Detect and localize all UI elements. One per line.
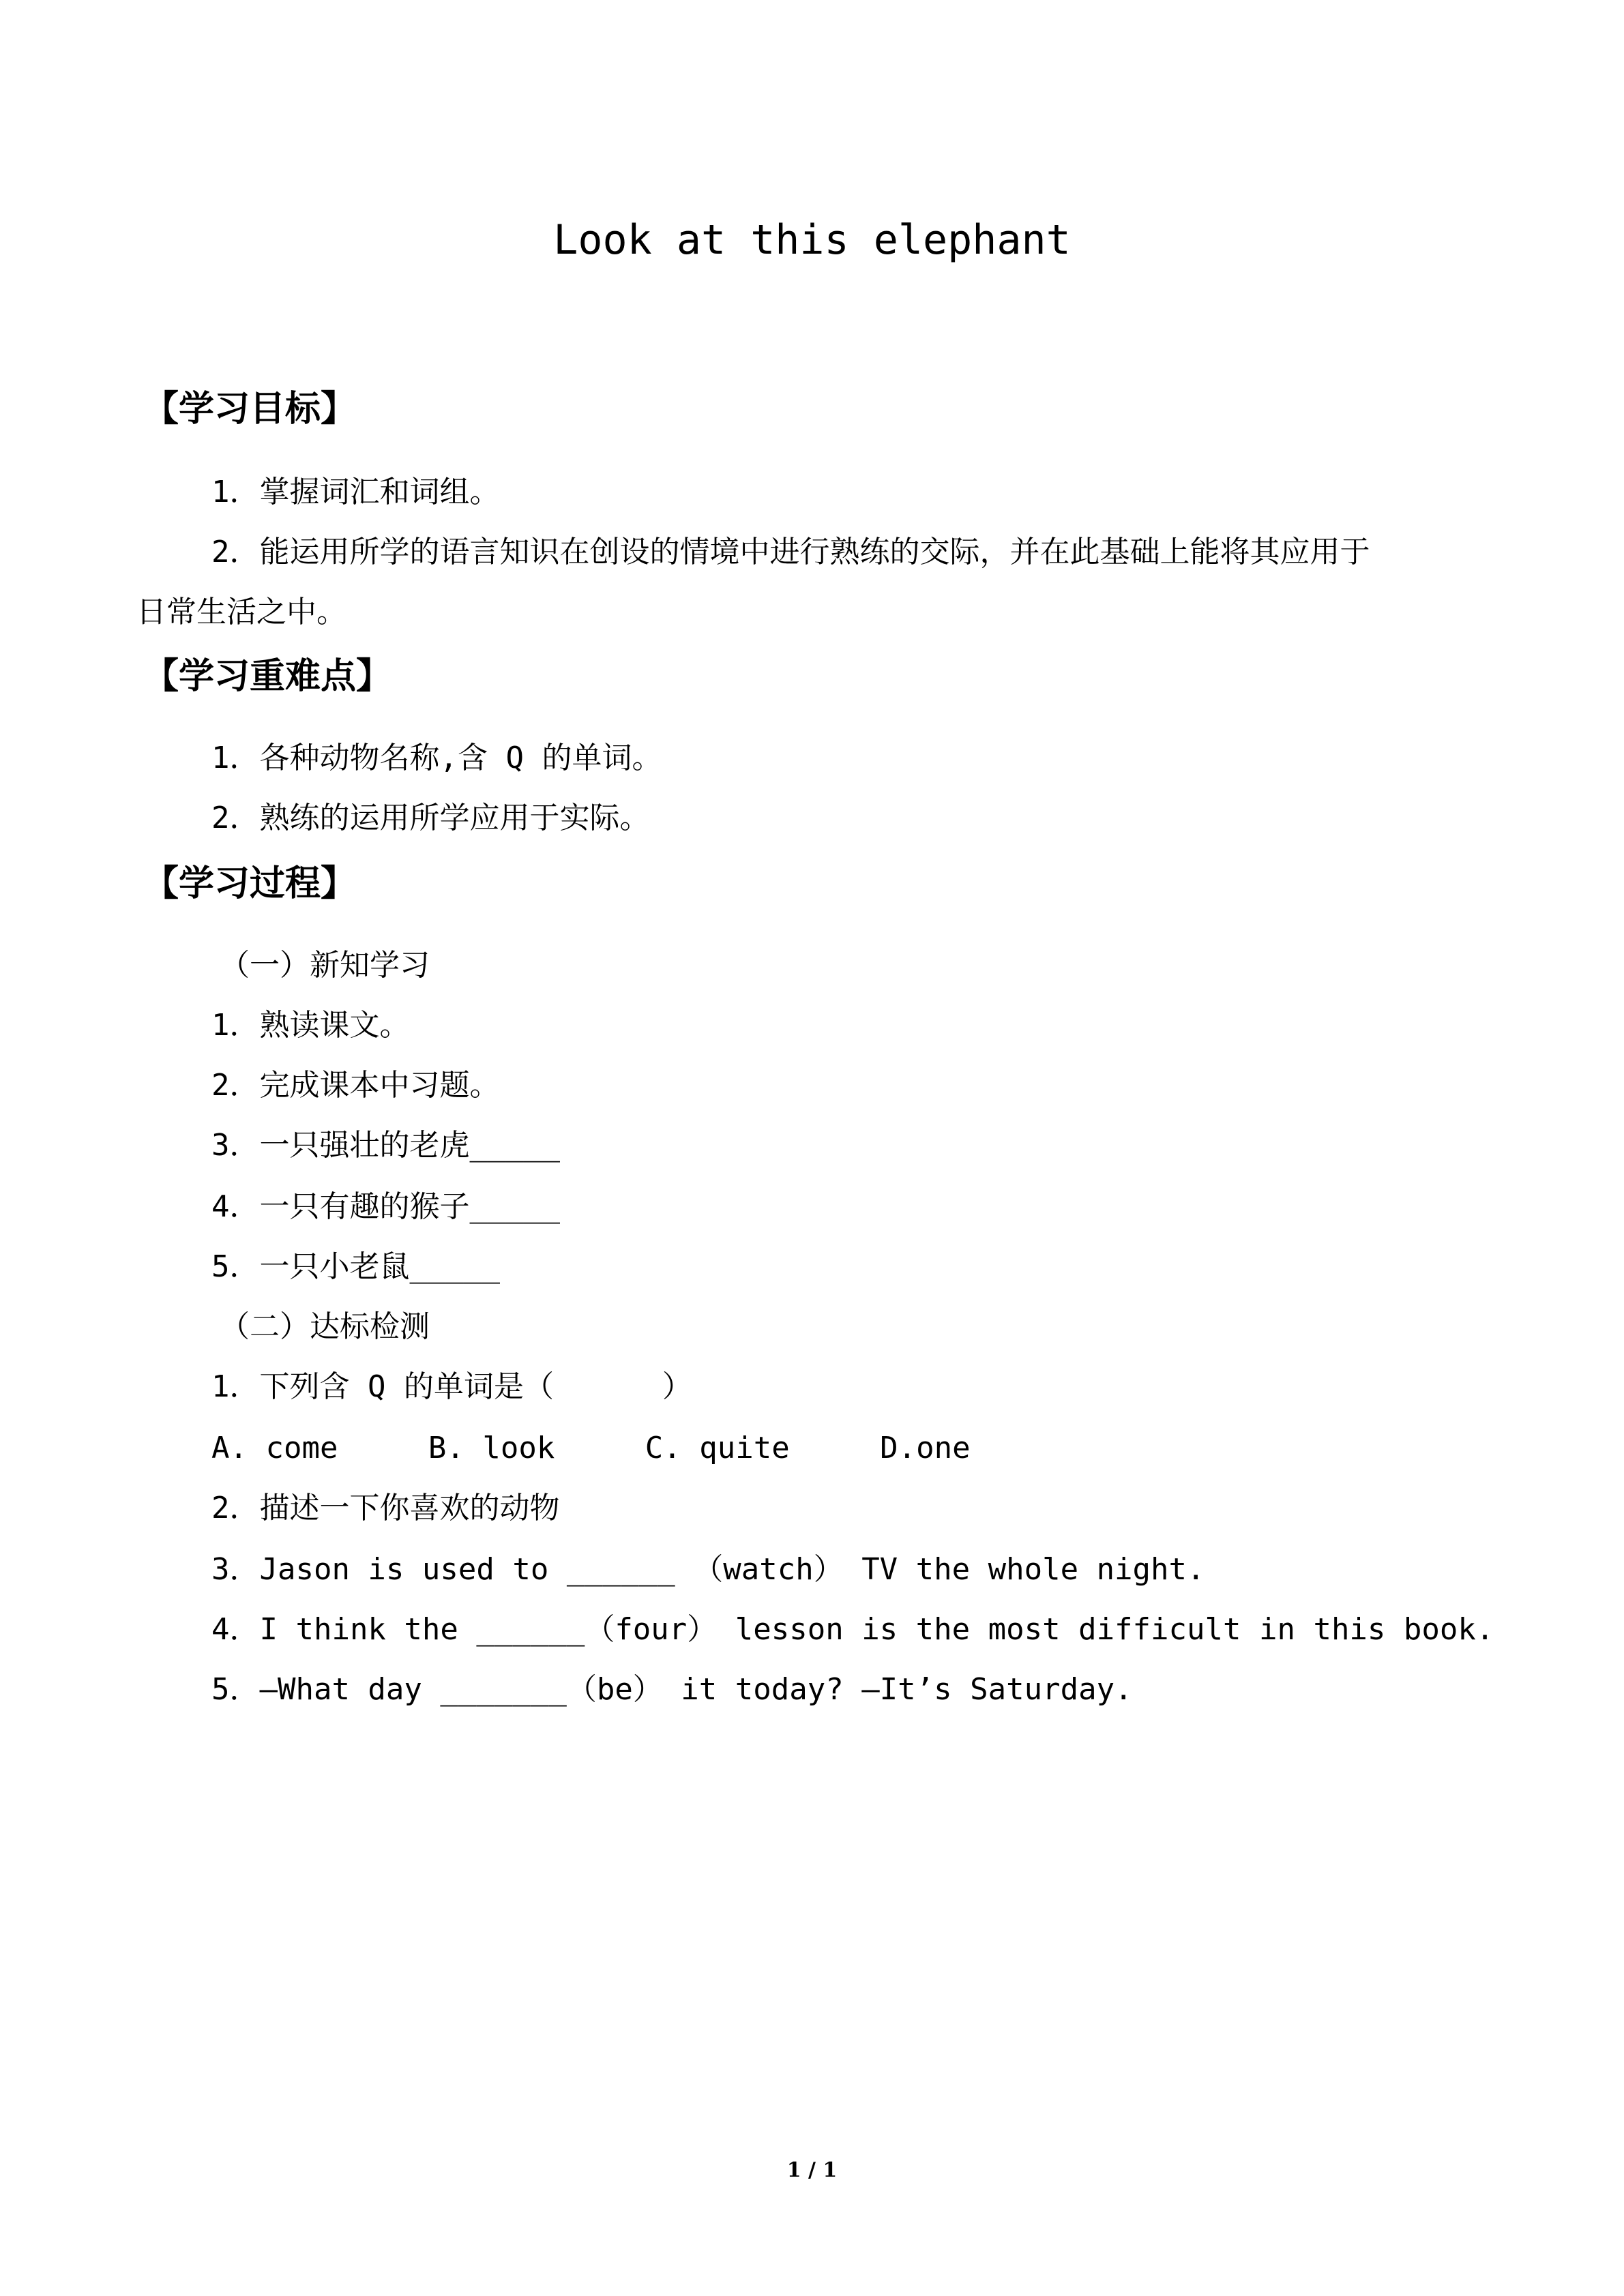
section-heading-process: 【学习过程】	[143, 863, 357, 904]
process-part1-item-1: 1．熟读课文。	[211, 1008, 410, 1043]
process-part2-options: A. come B. look C. quite D.one	[211, 1431, 971, 1465]
goal-item-2-continued: 日常生活之中。	[136, 595, 346, 629]
process-part2-item-1: 1．下列含 Q 的单词是（ ）	[211, 1369, 692, 1404]
goal-item-2: 2．能运用所学的语言知识在创设的情境中进行熟练的交际，并在此基础上能将其应用于	[211, 535, 1370, 569]
process-part1-label: （一）新知学习	[220, 948, 430, 983]
process-part2-item-5: 5．—What day _______（be） it today? —It’s Saturday.	[211, 1672, 1133, 1707]
process-part2-item-2: 2．描述一下你喜欢的动物	[211, 1491, 560, 1525]
key-point-item-2: 2．熟练的运用所学应用于实际。	[211, 801, 650, 835]
section-heading-key-points: 【学习重难点】	[143, 656, 392, 697]
page-number: 1 / 1	[786, 2158, 838, 2182]
process-part1-item-3: 3．一只强壮的老虎_____	[211, 1128, 560, 1163]
process-part2-label: （二）达标检测	[220, 1309, 430, 1344]
document-title: Look at this elephant	[553, 216, 1071, 264]
process-part2-item-4: 4．I think the ______（four） lesson is the most difficult in this book.	[211, 1612, 1494, 1647]
process-part2-item-3: 3．Jason is used to ______ （watch） TV the whole night.	[211, 1552, 1205, 1587]
process-part1-item-2: 2．完成课本中习题。	[211, 1068, 500, 1103]
process-part1-item-5: 5．一只小老鼠_____	[211, 1249, 500, 1284]
key-point-item-1: 1．各种动物名称,含 Q 的单词。	[211, 741, 662, 775]
process-part1-item-4: 4．一只有趣的猴子_____	[211, 1189, 560, 1224]
goal-item-1: 1．掌握词汇和词组。	[211, 475, 500, 509]
section-heading-goals: 【学习目标】	[143, 389, 357, 430]
